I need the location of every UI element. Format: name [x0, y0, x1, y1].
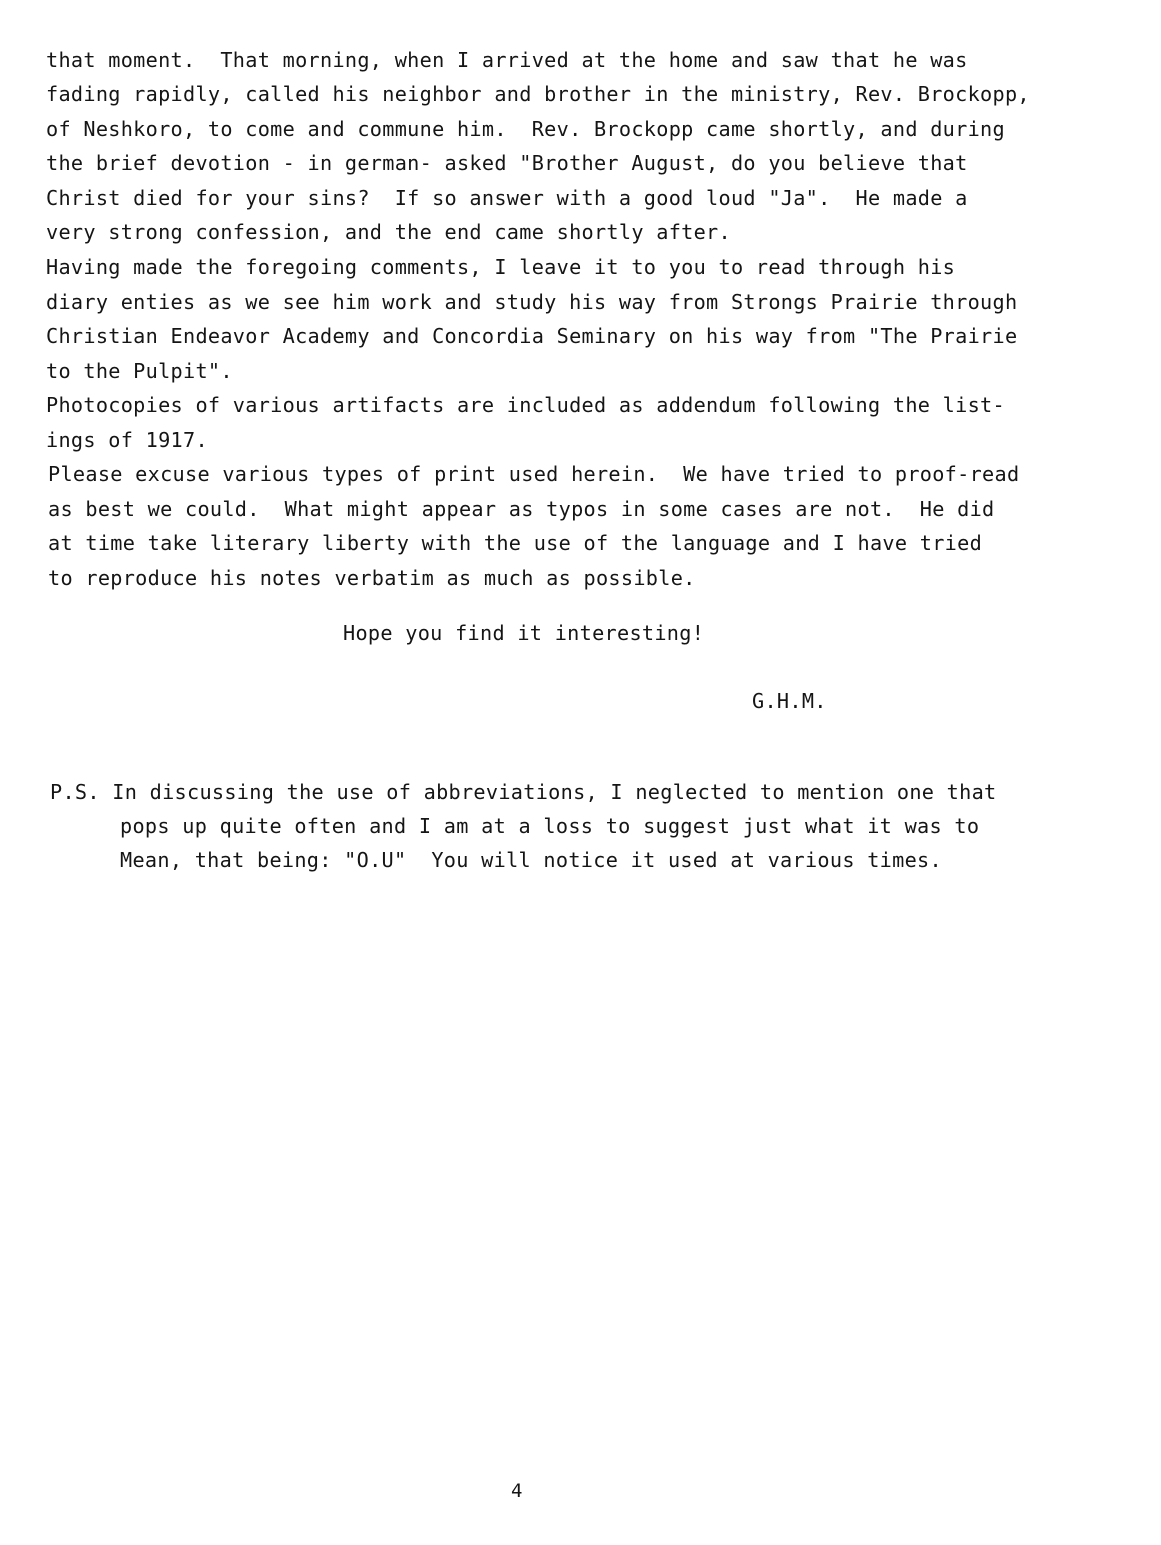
- postscript-line: Mean, that being: "O.U" You will notice it used at various times.: [120, 848, 942, 872]
- body-line: Photocopies of various artifacts are included as addendum following the list-: [46, 393, 1005, 417]
- body-line: diary enties as we see him work and study his way from Strongs Prairie through: [46, 290, 1018, 314]
- body-line: very strong confession, and the end came shortly after.: [46, 220, 731, 244]
- body-line: the brief devotion - in german- asked "Brother August, do you believe that: [46, 151, 968, 175]
- body-line: fading rapidly, called his neighbor and brother in the ministry, Rev. Brockopp,: [46, 82, 1030, 106]
- body-line: Christian Endeavor Academy and Concordia Seminary on his way from "The Prairie: [46, 324, 1018, 348]
- body-line: as best we could. What might appear as typos in some cases are not. He did: [48, 497, 995, 521]
- postscript-line: P.S. In discussing the use of abbreviations, I neglected to mention one that: [50, 780, 997, 804]
- body-line: to reproduce his notes verbatim as much as possible.: [48, 566, 696, 590]
- body-line: to the Pulpit".: [46, 359, 233, 383]
- body-line: at time take literary liberty with the use of the language and I have tried: [48, 531, 983, 555]
- postscript-line: pops up quite often and I am at a loss to suggest just what it was to: [120, 814, 980, 838]
- body-line: that moment. That morning, when I arrived at the home and saw that he was: [46, 48, 968, 72]
- page-number: 4: [511, 1480, 523, 1502]
- body-line: of Neshkoro, to come and commune him. Rev. Brockopp came shortly, and during: [46, 117, 1005, 141]
- body-line: Christ died for your sins? If so answer with a good loud "Ja". He made a: [46, 186, 968, 210]
- body-line: Having made the foregoing comments, I leave it to you to read through his: [46, 255, 956, 279]
- body-line: ings of 1917.: [46, 428, 208, 452]
- signature: G.H.M.: [752, 689, 827, 713]
- closing-line: Hope you find it interesting!: [343, 621, 705, 645]
- body-line: Please excuse various types of print used herein. We have tried to proof-read: [48, 462, 1020, 486]
